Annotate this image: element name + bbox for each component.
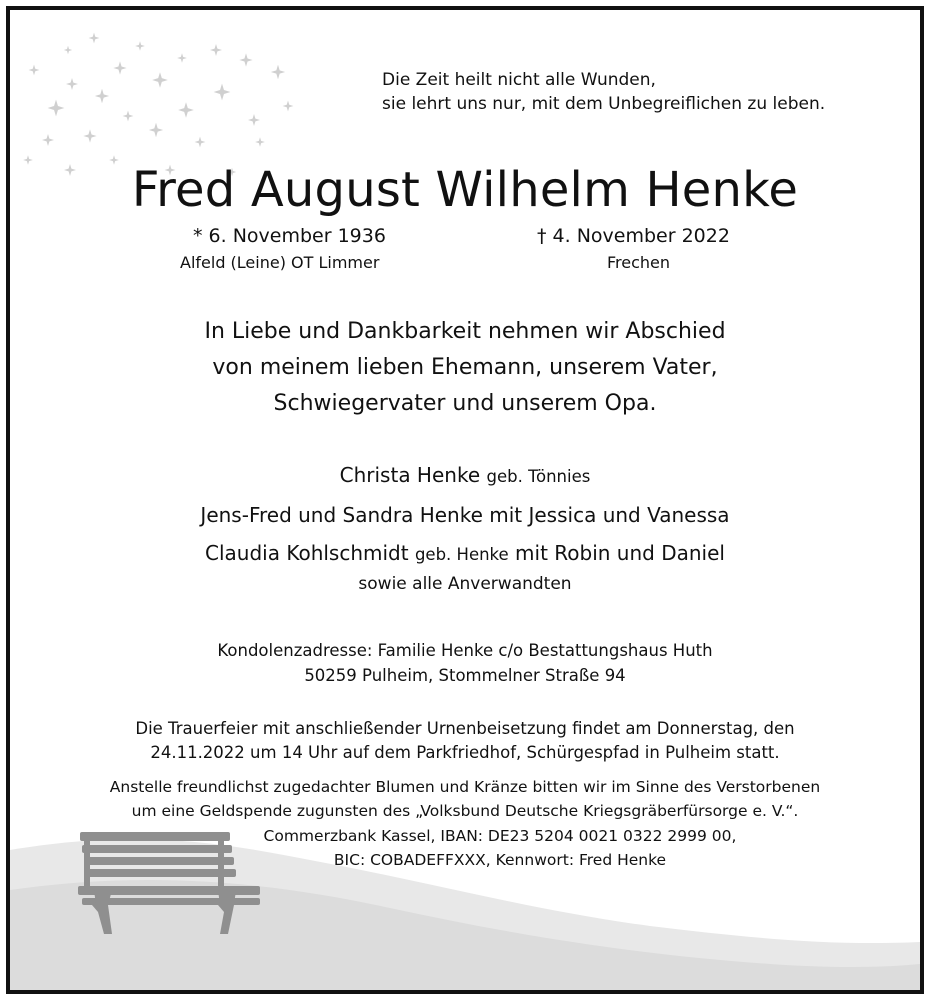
death-place: Frechen — [607, 253, 671, 272]
address-line-2: 50259 Pulheim, Stommelner Straße 94 — [304, 666, 626, 685]
farewell-text — [10, 314, 920, 422]
farewell-line-3: Schwiegervater und unserem Opa. — [273, 391, 657, 416]
funeral-line-2: 24.11.2022 um 14 Uhr auf dem Parkfriedhof, Schürgespfad in Pulheim statt. — [150, 743, 780, 762]
farewell-line-1: In Liebe und Dankbarkeit nehmen wir Abschied — [204, 319, 726, 344]
family-line-1 — [10, 456, 920, 496]
family-member-name: Claudia Kohlschmidt — [205, 541, 409, 565]
obituary-frame — [6, 6, 924, 994]
family-member-nee: geb. Tönnies — [486, 467, 591, 486]
quote-line-1: Die Zeit heilt nicht alle Wunden, — [382, 70, 656, 90]
other-relatives: sowie alle Anverwandten — [358, 574, 572, 594]
death-date: † 4. November 2022 — [537, 225, 730, 247]
family-list — [10, 456, 920, 574]
bank-details — [190, 824, 810, 872]
bank-line-1: Commerzbank Kassel, IBAN: DE23 5204 0021 0322 2999 00, — [263, 827, 737, 845]
donation-request — [10, 775, 920, 823]
birth-place: Alfeld (Leine) OT Limmer — [180, 253, 380, 272]
family-member-name: Christa Henke — [339, 463, 481, 487]
family-member-nee: geb. Henke — [414, 545, 509, 564]
condolence-address — [10, 638, 920, 688]
birth-date: * 6. November 1936 — [193, 225, 386, 247]
funeral-info — [10, 717, 920, 765]
quote — [382, 68, 825, 116]
farewell-line-2: von meinem lieben Ehemann, unserem Vater, — [212, 355, 718, 380]
donation-line-2: um eine Geldspende zugunsten des „Volksbund Deutsche Kriegsgräberfürsorge e. V.“. — [131, 802, 799, 820]
funeral-line-1: Die Trauerfeier mit anschließender Urnenbeisetzung findet am Donnerstag, den — [135, 719, 795, 738]
donation-line-1: Anstelle freundlichst zugedachter Blumen und Kränze bitten wir im Sinne des Verstorbenen — [109, 778, 821, 796]
family-line-3 — [10, 534, 920, 574]
bank-line-2: BIC: COBADEFFXXX, Kennwort: Fred Henke — [333, 851, 667, 869]
deceased-name: Fred August Wilhelm Henke — [131, 162, 799, 218]
address-line-1: Kondolenzadresse: Familie Henke c/o Bestattungshaus Huth — [217, 641, 713, 660]
family-line-2: Jens-Fred und Sandra Henke mit Jessica und Vanessa — [200, 503, 730, 527]
quote-line-2: sie lehrt uns nur, mit dem Unbegreiflichen zu leben. — [382, 94, 826, 114]
family-member-children: mit Robin und Daniel — [515, 541, 725, 565]
